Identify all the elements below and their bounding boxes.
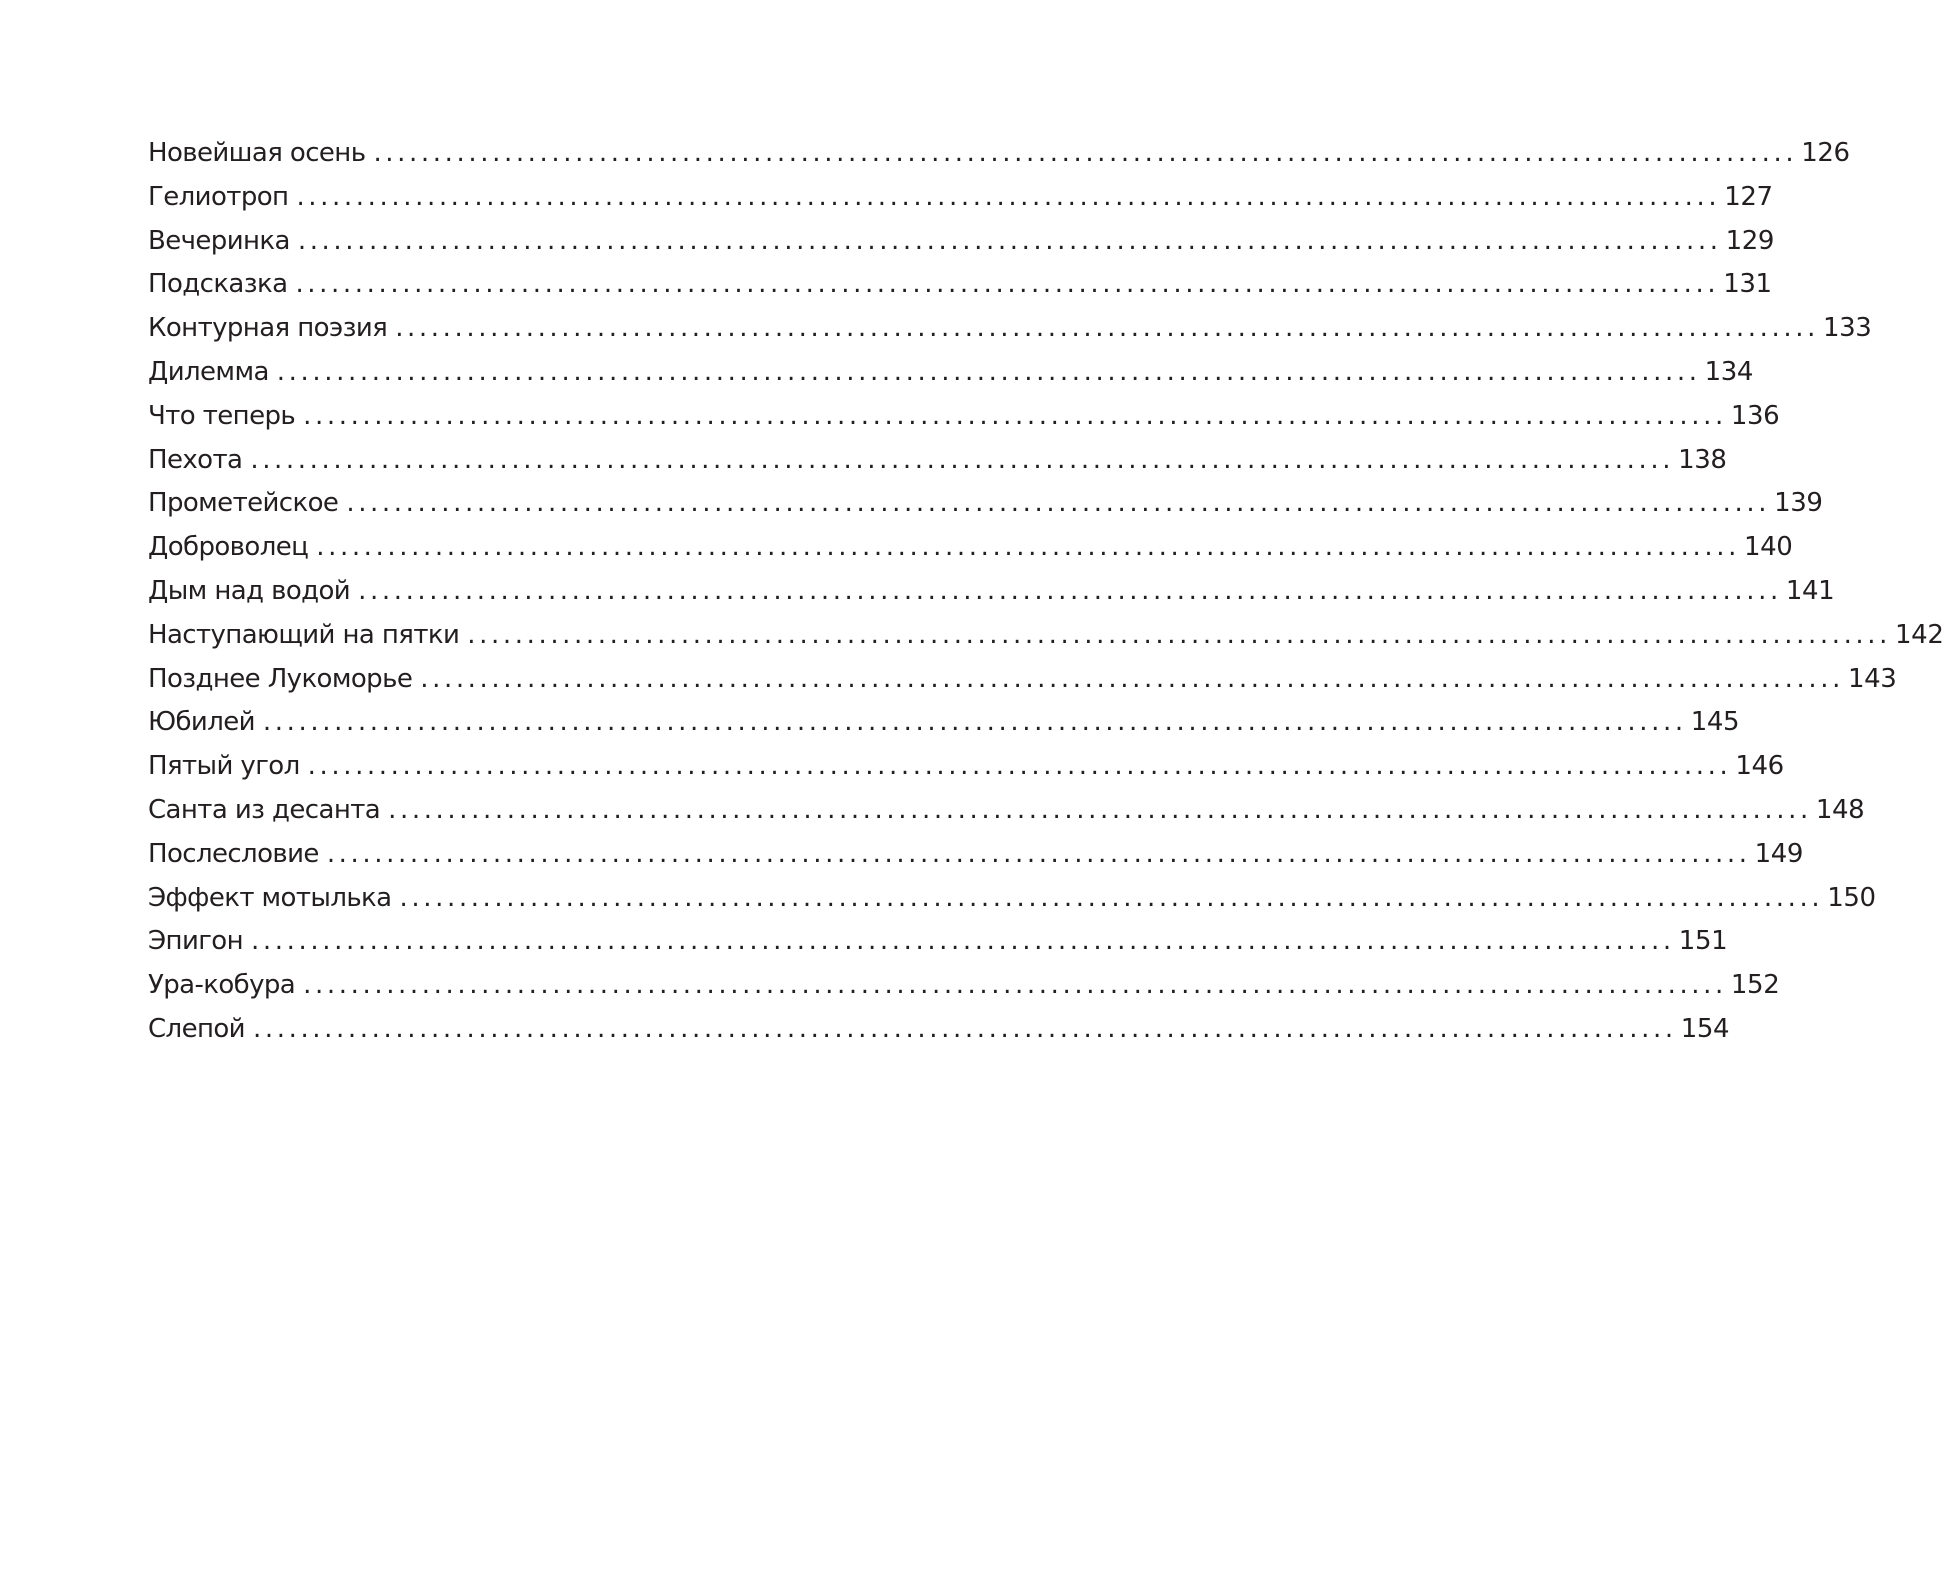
toc-dot-leader: ........................................................................................................................ xyxy=(346,488,1771,519)
toc-entry-page: 151 xyxy=(1678,926,1728,957)
toc-dot-leader: ........................................................................................................................ xyxy=(303,970,1727,1001)
toc-entry-page: 139 xyxy=(1774,488,1823,519)
toc-entry-title: Эффект мотылька xyxy=(148,882,392,913)
toc-entry-page: 141 xyxy=(1785,575,1835,606)
toc-entry-page: 127 xyxy=(1724,181,1773,212)
toc-entry-page: 145 xyxy=(1690,707,1740,738)
toc-entry-title: Позднее Лукоморье xyxy=(148,663,413,694)
toc-entry xyxy=(148,313,1872,357)
toc-entry-title: Санта из десанта xyxy=(148,794,381,825)
toc-entry-title: Дилемма xyxy=(148,356,269,387)
toc-entry xyxy=(148,269,1772,313)
toc-dot-leader: ........................................................................................................................ xyxy=(262,707,1687,738)
toc-dot-leader: ........................................................................................................................ xyxy=(296,181,1721,212)
toc-entry xyxy=(148,181,1773,226)
toc-dot-leader: ........................................................................................................................ xyxy=(399,882,1824,913)
toc-entry xyxy=(148,575,1835,620)
toc-entry-page: 152 xyxy=(1730,970,1780,1001)
toc-entry xyxy=(148,707,1740,751)
toc-entry-page: 138 xyxy=(1678,444,1727,475)
toc-entry-title: Прометейское xyxy=(148,488,339,519)
toc-entry-page: 126 xyxy=(1801,138,1850,168)
toc-dot-leader: ........................................................................................................................ xyxy=(420,663,1844,694)
toc-dot-leader: ........................................................................................................................ xyxy=(326,838,1751,869)
toc-entry-title: Пятый угол xyxy=(148,751,300,782)
toc-entry-title: Что теперь xyxy=(148,400,296,431)
toc-entry xyxy=(148,356,1753,401)
toc-dot-leader: ........................................................................................................................ xyxy=(303,400,1727,431)
toc-dot-leader: ........................................................................................................................ xyxy=(467,619,1892,650)
toc-entry-title: Дым над водой xyxy=(148,575,351,606)
toc-entry-title: Юбилей xyxy=(148,707,255,738)
toc-entry-title: Слепой xyxy=(148,1013,245,1044)
toc-entry-page: 146 xyxy=(1735,751,1784,782)
toc-dot-leader: ........................................................................................................................ xyxy=(307,751,1732,782)
table-of-contents xyxy=(148,138,1943,1058)
toc-entry-page: 136 xyxy=(1730,400,1780,431)
toc-entry-page: 133 xyxy=(1822,313,1872,344)
toc-entry-page: 129 xyxy=(1725,225,1775,256)
toc-entry xyxy=(148,488,1823,532)
toc-dot-leader: ........................................................................................................................ xyxy=(276,356,1701,387)
toc-dot-leader: ........................................................................................................................ xyxy=(395,313,1819,344)
toc-entry-page: 131 xyxy=(1723,269,1772,300)
toc-entry-title: Гелиотроп xyxy=(148,181,289,212)
toc-entry xyxy=(148,1013,1730,1058)
toc-entry xyxy=(148,926,1728,970)
toc-entry xyxy=(148,138,1850,182)
toc-entry-title: Контурная поэзия xyxy=(148,313,388,344)
toc-entry-page: 154 xyxy=(1680,1013,1730,1044)
toc-entry-title: Подсказка xyxy=(148,269,288,300)
toc-entry-title: Пехота xyxy=(148,444,243,475)
toc-dot-leader: ........................................................................................................................ xyxy=(297,225,1722,256)
toc-entry-page: 150 xyxy=(1827,882,1876,913)
toc-entry xyxy=(148,663,1897,708)
toc-dot-leader: ........................................................................................................................ xyxy=(373,138,1798,168)
toc-dot-leader: ........................................................................................................................ xyxy=(251,926,1675,957)
toc-entry-title: Вечеринка xyxy=(148,225,290,256)
toc-entry-page: 134 xyxy=(1704,356,1753,387)
toc-dot-leader: ........................................................................................................................ xyxy=(250,444,1675,475)
toc-entry xyxy=(148,970,1780,1014)
toc-entry-page: 143 xyxy=(1847,663,1897,694)
toc-entry-title: Эпигон xyxy=(148,926,244,957)
toc-entry-title: Новейшая осень xyxy=(148,138,366,168)
toc-entry-title: Послесловие xyxy=(148,838,319,869)
toc-entry xyxy=(148,838,1804,883)
toc-entry-title: Доброволец xyxy=(148,532,309,563)
toc-entry xyxy=(148,794,1865,839)
toc-dot-leader: ........................................................................................................................ xyxy=(358,575,1782,606)
toc-entry-page: 148 xyxy=(1815,794,1865,825)
toc-entry xyxy=(148,225,1775,270)
toc-entry-page: 142 xyxy=(1895,619,1943,650)
toc-entry xyxy=(148,882,1876,927)
toc-entry xyxy=(148,619,1943,664)
toc-entry xyxy=(148,751,1784,795)
toc-dot-leader: ........................................................................................................................ xyxy=(252,1013,1677,1044)
toc-entry-title: Наступающий на пятки xyxy=(148,619,460,650)
toc-dot-leader: ........................................................................................................................ xyxy=(316,532,1740,563)
toc-dot-leader: ........................................................................................................................ xyxy=(388,794,1812,825)
toc-entry-page: 140 xyxy=(1743,532,1793,563)
toc-entry xyxy=(148,444,1727,489)
toc-dot-leader: ........................................................................................................................ xyxy=(295,269,1720,300)
toc-entry xyxy=(148,532,1793,576)
toc-entry-page: 149 xyxy=(1754,838,1804,869)
toc-entry xyxy=(148,400,1780,445)
toc-entry-title: Ура-кобура xyxy=(148,970,296,1001)
